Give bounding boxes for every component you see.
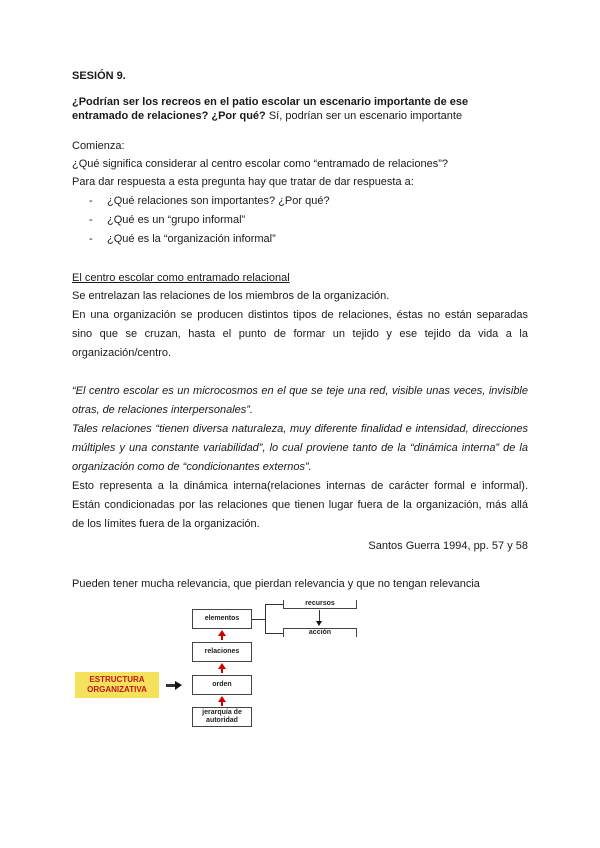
paragraph-3-line-2: Están condicionadas por las relaciones que tienen lugar fuera de la organización, más allá (72, 499, 528, 511)
quote-2-line-1: Tales relaciones “tienen diversa naturaleza, muy diferente finalidad e intensidad, direcciones (72, 423, 528, 435)
question-bold: entramado de relaciones? ¿Por qué? (72, 110, 266, 122)
recursos-accion-arrowhead (316, 621, 322, 626)
jerarquia-line-2: autoridad (206, 717, 238, 724)
connector-vertical (265, 604, 266, 634)
box-elementos: elementos (192, 609, 252, 629)
question-answer: Sí, podrían ser un escenario importante (265, 110, 463, 122)
box-recursos: recursos (283, 600, 357, 609)
connector-horizontal (252, 619, 266, 620)
bullet-dash: - (89, 195, 93, 207)
intro-start: Comienza: (72, 140, 125, 152)
question-line-1: ¿Podrían ser los recreos en el patio escolar un escenario importante de ese (72, 96, 469, 108)
paragraph-3-line-3: de los límites fuera de la organización. (72, 518, 260, 530)
jerarquia-line-1: jerarquía de (202, 709, 242, 716)
intro-question-2: Para dar respuesta a esta pregunta hay que tratar de dar respuesta a: (72, 176, 414, 188)
box-accion: acción (283, 628, 357, 637)
closing-text: Pueden tener mucha relevancia, que pierdan relevancia y que no tengan relevancia (72, 578, 480, 590)
list-item: ¿Qué es la “organización informal” (107, 233, 276, 245)
paragraph-3-line-1: Esto representa a la dinámica interna(relaciones internas de carácter formal e informal). (72, 480, 528, 492)
section-paragraph-2-line-3: organización/centro. (72, 347, 172, 359)
red-arrow-stem (221, 669, 223, 673)
section-paragraph-1: Se entrelazan las relaciones de los miembros de la organización. (72, 290, 390, 302)
structure-line-1: ESTRUCTURA (89, 675, 145, 684)
box-orden: orden (192, 675, 252, 695)
section-paragraph-2-line-2: sino que se cruzan, hasta el punto de formar un tejido y ese tejido da vida a la (72, 328, 528, 340)
section-heading: El centro escolar como entramado relacional (72, 272, 290, 284)
quote-line-1: “El centro escolar es un microcosmos en el que se teje una red, visible unas veces, invisible (72, 385, 528, 397)
bullet-dash: - (89, 214, 93, 226)
structure-label (75, 672, 159, 698)
quote-line-2: otras, de relaciones interpersonales”. (72, 404, 253, 416)
question-line-2 (72, 110, 462, 122)
box-relaciones: relaciones (192, 642, 252, 662)
structure-arrow-head (175, 681, 182, 690)
section-paragraph-2-line-1: En una organización se producen distintos tipos de relaciones, éstas no están separadas (72, 309, 528, 321)
red-arrow-stem (221, 636, 223, 640)
quote-2-line-2: múltiples y una constante variabilidad”, lo cual proviene tanto de la “dinámica interna” de la (72, 442, 528, 454)
intro-question-1: ¿Qué significa considerar al centro escolar como “entramado de relaciones”? (72, 158, 449, 170)
red-arrow-stem (221, 702, 223, 706)
connector-to-accion (265, 633, 283, 634)
quote-2-line-3: organización como de “condicionantes externos”. (72, 461, 312, 473)
bullet-dash: - (89, 233, 93, 245)
list-item: ¿Qué es un “grupo informal” (107, 214, 246, 226)
session-title: SESIÓN 9. (72, 70, 126, 82)
connector-to-recursos (265, 604, 283, 605)
citation: Santos Guerra 1994, pp. 57 y 58 (368, 540, 528, 552)
box-jerarquia (192, 707, 252, 727)
structure-line-2: ORGANIZATIVA (87, 685, 147, 694)
list-item: ¿Qué relaciones son importantes? ¿Por qué? (107, 195, 330, 207)
